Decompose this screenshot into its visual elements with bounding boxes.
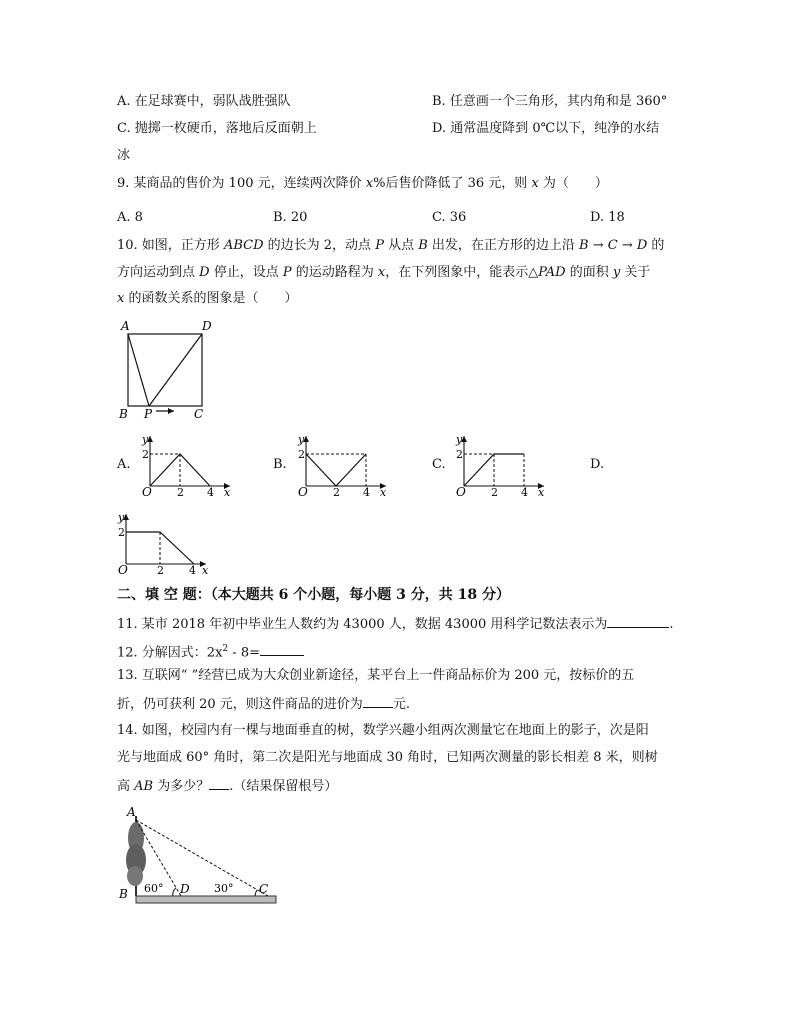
q10-line3 [117,290,297,308]
q9-stem-part: 为（ ） [538,176,608,191]
q11-text: 11. 某市 2018 年初中毕业生人数约为 43000 人，数据 43000 用科学记数法表示为 [117,617,608,632]
q10-var-y: y [612,265,621,280]
function-line [306,454,366,486]
q10-option-a-label: A. [117,457,131,472]
q10-text: 关于 [620,265,651,280]
tick-x-2: 2 [333,486,340,498]
q8-option-d-continued: 冰 [117,148,131,163]
q8-option-c: C. 抛掷一枚硬币，落地后反面朝上 [117,121,317,136]
y-label: y [298,433,305,446]
tick-y-2: 2 [456,448,463,461]
q10-option-b-label: B. [273,457,287,472]
q10-line1 [117,237,664,255]
tick-y-2: 2 [118,526,125,539]
q10-square-name: ABCD [223,238,264,253]
label-b: B [119,407,128,421]
graph-option-c [452,430,552,498]
q10-text: 的运动路程为 [291,265,378,280]
q10-text: ，在下列图象中，能表示△ [385,265,539,280]
x-label: x [380,486,387,498]
q10-text: 的面积 [565,265,613,280]
q9-option-d: D. 18 [590,210,625,225]
q11 [117,614,674,634]
q12-exponent: 2 [222,644,229,654]
q9-stem-part: 9. 某商品的售价为 100 元，连续两次降价 [117,176,366,191]
q14-line2: 光与地面成 60° 角时，第二次是阳光与地面成 30 角时，已知两次测量的影长相差 8 米，则树 [117,750,658,765]
q11-end: . [669,617,674,632]
angle-60-label: 60° [144,882,164,895]
tick-x-2: 2 [177,486,184,498]
tick-x-4: 4 [363,486,370,498]
q13-text: 折，仍可获利 20 元，则这件商品的进价为 [117,697,363,712]
q12 [117,640,304,662]
q8-option-b: B. 任意画一个三角形，其内角和是 360° [432,94,668,109]
q14-line1: 14. 如图，校园内有一棵与地面垂直的树，数学兴趣小组两次测量它在地面上的影子，次是阳 [117,723,649,738]
tick-x-4: 4 [189,564,196,576]
label-d: D [180,882,190,896]
q9-stem [117,175,608,193]
q11-answer-blank[interactable] [607,614,669,628]
label-p: P [144,407,153,421]
q12-text: - 8= [228,645,260,661]
q9-option-c: C. 36 [432,210,467,225]
angle-arc-60 [173,888,176,896]
q10-triangle-name: PAD [538,265,566,280]
q14-line3 [117,776,337,796]
origin-label: O [142,485,152,498]
tick-y-2: 2 [142,448,149,461]
y-label: y [118,511,125,524]
y-label: y [456,433,463,446]
graph-option-d [114,508,214,576]
q13-line1: 13. 互联网“ ”经营已成为大众创业新途径，某平台上一件商品标价为 200 元，按标价的五 [117,668,635,683]
origin-label: O [298,485,308,498]
q12-answer-blank[interactable] [260,642,304,656]
q8-option-a: A. 在足球赛中，弱队战胜强队 [117,94,291,109]
tick-x-4: 4 [207,486,214,498]
q10-point-p: P [375,238,384,253]
graph-option-a [138,430,238,498]
tick-x-4: 4 [521,486,528,498]
x-label: x [202,564,209,576]
q10-text: 10. 如图，正方形 [117,238,224,253]
q10-text: 的边长为 2，动点 [263,238,376,253]
q9-option-a: A. 8 [117,210,143,225]
tree-icon [126,816,146,896]
x-label: x [224,486,231,498]
angle-30-label: 30° [214,882,234,895]
arrow-head [168,408,174,414]
label-a: A [127,805,136,819]
q14-segment-ab: AB [134,779,154,794]
q10-var-x: x [117,291,125,306]
q10-point-p: P [282,265,292,280]
q14-answer-blank[interactable] [209,776,229,790]
q10-option-d-label: D. [590,457,605,472]
q10-path: B → C → D [579,238,648,253]
label-c: C [259,882,269,896]
q10-text: 方向运动到点 [117,265,200,280]
q13-text: 元. [392,697,410,712]
label-c: C [194,407,204,421]
q10-text: 从点 [383,238,419,253]
label-b: B [119,887,128,901]
q10-point-d: D [199,265,210,280]
q13-answer-blank[interactable] [363,694,393,708]
q14-text: 高 [117,779,135,794]
ground [136,896,276,903]
tick-y-2: 2 [298,448,305,461]
q9-variable: x [365,176,374,191]
origin-label: O [456,485,466,498]
q10-option-c-label: C. [432,457,446,472]
q14-text: .（结果保留根号） [229,779,338,794]
segment-dp [149,334,202,406]
q10-text: 停止，设点 [209,265,283,280]
q10-text: 出发，在正方形的边上沿 [427,238,580,253]
label-d: D [202,319,212,333]
q14-tree-figure [114,804,284,908]
q10-var-x: x [377,265,386,280]
tick-x-2: 2 [491,486,498,498]
q10-square-figure [112,316,222,424]
q10-text: 的 [647,238,665,253]
q8-option-d: D. 通常温度降到 0℃以下，纯净的水结 [432,121,660,136]
y-label: y [142,433,149,446]
section-2-title: 二、填 空 题：（本大题共 6 个小题，每小题 3 分，共 18 分） [117,587,510,603]
q10-point-b: B [418,238,428,253]
q12-text: 12. 分解因式：2x [117,645,223,661]
q9-variable: x [531,176,539,191]
q10-line2 [117,264,650,282]
label-a: A [121,319,130,333]
origin-label: O [118,563,128,576]
q13-line2 [117,694,410,714]
x-label: x [538,486,545,498]
angle-arc-30 [255,890,257,896]
q9-stem-part: %后售价降低了 36 元，则 [373,176,532,191]
q10-text: 的函数关系的图象是（ ） [124,291,298,306]
graph-option-b [294,430,394,498]
segment-ap [128,334,149,406]
q14-text: 为多少？ [153,779,210,794]
tick-x-2: 2 [157,564,164,576]
q9-option-b: B. 20 [273,210,308,225]
